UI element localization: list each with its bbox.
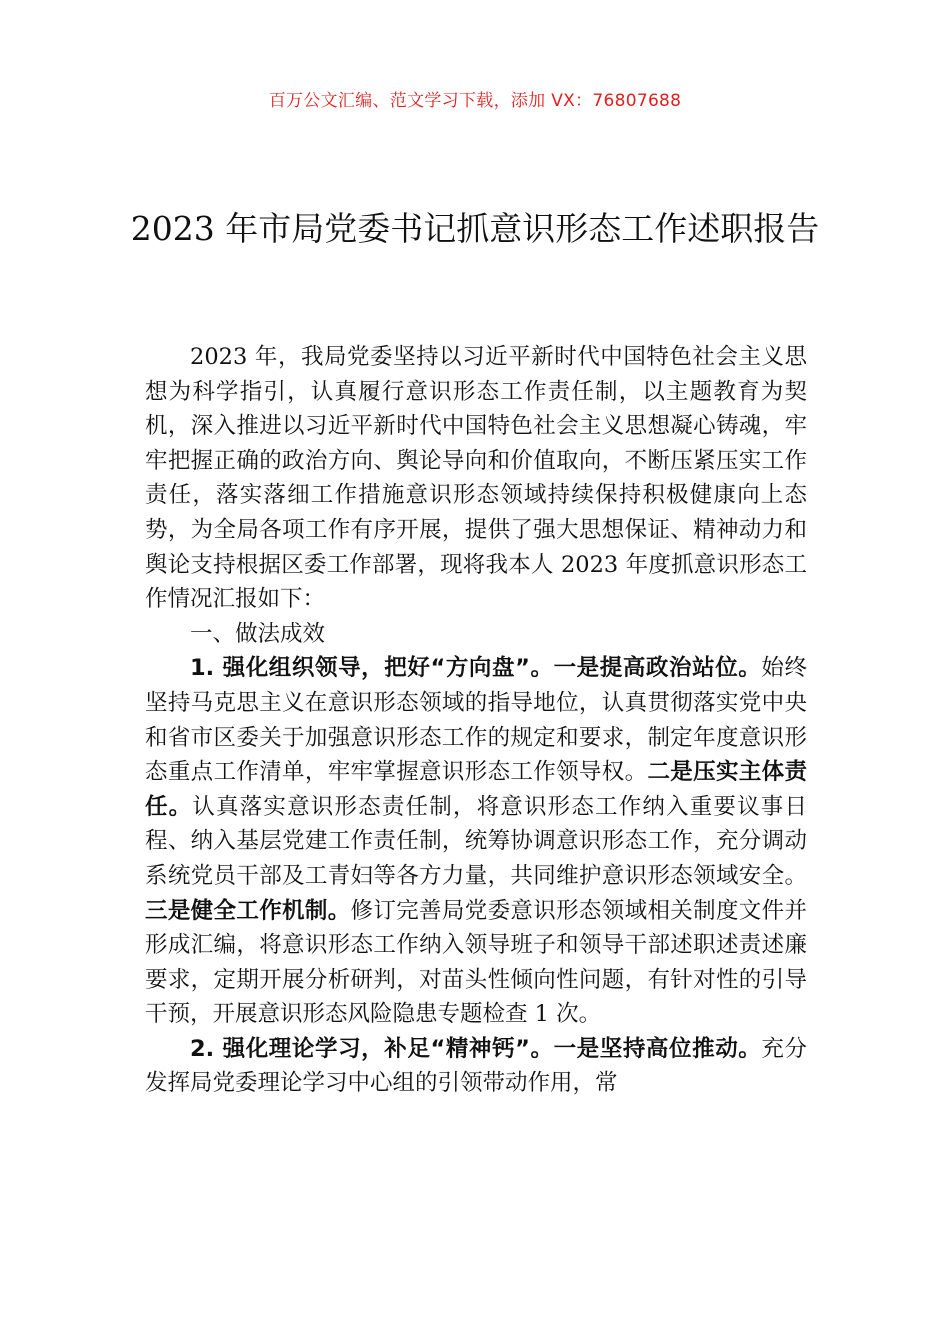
header-watermark: 百万公文汇编、范文学习下载，添加 VX：76807688 bbox=[268, 91, 682, 111]
item2-heading: 2. 强化理论学习，补足“精神钙”。 bbox=[190, 1035, 554, 1062]
item1-paragraph bbox=[145, 651, 807, 1032]
item1-point3-text: 修订完善局党委意识形态领域相关制度文件并形成汇编，将意识形态工作纳入领导班子和领导干部述职述责述廉要求，定期开展分析研判，对苗头性倾向性问题，有针对性的引导干预，开展意识形态风险隐患专题检查 1 次。 bbox=[145, 897, 807, 1028]
document-title: 2023 年市局党委书记抓意识形态工作述职报告 bbox=[130, 209, 820, 249]
item1-point2-label: 二是压实主体责任。 bbox=[145, 759, 807, 820]
intro-paragraph: 2023 年，我局党委坚持以习近平新时代中国特色社会主义思想为科学指引，认真履行意识形态工作责任制，以主题教育为契机，深入推进以习近平新时代中国特色社会主义思想凝心铸魂，牢牢把握正确的政治方向、舆论导向和价值取向，不断压紧压实工作责任，落实落细工作措施意识形态领域持续保持积极健康向上态势，为全局各项工作有序开展，提供了强大思想保证、精神动力和舆论支持根据区委工作部署，现将我本人 2023 年度抓意识形态工作情况汇报如下： bbox=[145, 344, 807, 613]
item1-point1-label: 一是提高政治站位。 bbox=[553, 655, 762, 682]
item1-point1-text: 始终坚持马克思主义在意识形态领域的指导地位，认真贯彻落实党中央和省市区委关于加强意识形态工作的规定和要求，制定年度意识形态重点工作清单，牢牢掌握意识形态工作领导权。 bbox=[145, 655, 807, 786]
item2-paragraph bbox=[145, 1032, 807, 1101]
item2-point1-label: 一是坚持高位推动。 bbox=[553, 1035, 762, 1062]
item1-heading: 1. 强化组织领导，把好“方向盘”。 bbox=[190, 655, 554, 682]
section-heading-1: 一、做法成效 bbox=[190, 620, 326, 647]
item2-point1-text: 充分发挥局党委理论学习中心组的引领带动作用，常 bbox=[145, 1035, 807, 1097]
item1-point2-text: 认真落实意识形态责任制，将意识形态工作纳入重要议事日程、纳入基层党建工作责任制，统筹协调意识形态工作，充分调动系统党员干部及工青妇等各方力量，共同维护意识形态领域安全。 bbox=[145, 793, 807, 889]
document-body bbox=[145, 340, 807, 1101]
item1-point3-label: 三是健全工作机制。 bbox=[145, 897, 351, 924]
